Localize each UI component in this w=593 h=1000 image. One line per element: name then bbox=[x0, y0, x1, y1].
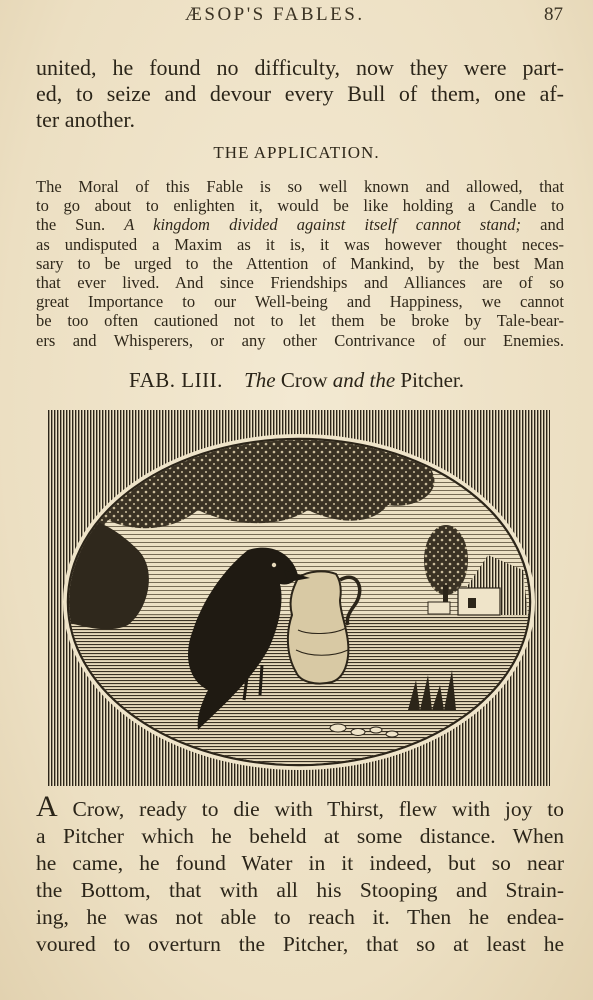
text-line: great Importance to our Well-being and Happiness, we cannot bbox=[36, 292, 564, 312]
tree-right bbox=[424, 525, 468, 595]
crow-eye bbox=[272, 563, 276, 567]
text-line: ing, he was not able to reach it. Then he endea- bbox=[36, 905, 564, 929]
text-line: a Pitcher which he beheld at some distance. When bbox=[36, 824, 564, 848]
text-line bbox=[36, 790, 564, 823]
text-line: that ever lived. And since Friendships and Alliances are of so bbox=[36, 273, 564, 293]
continuation-paragraph bbox=[36, 55, 564, 133]
crow-and-pitcher-woodcut bbox=[48, 410, 550, 786]
drop-cap: A bbox=[36, 790, 58, 823]
application-paragraph bbox=[36, 177, 564, 350]
text-line: ers and Whisperers, or any other Contrivance of our Enemies. bbox=[36, 330, 564, 350]
application-heading: THE APPLICATION. bbox=[213, 143, 380, 162]
title-word: Pitcher. bbox=[400, 368, 464, 392]
pitcher bbox=[288, 571, 348, 683]
text-line: sary to be urged to the Attention of Mankind, by the best Man bbox=[36, 253, 564, 273]
text-line: voured to overturn the Pitcher, that so at least he bbox=[36, 932, 564, 956]
page-number: 87 bbox=[544, 4, 563, 25]
text-line: he came, he found Water in it indeed, but so near bbox=[36, 851, 564, 875]
text-line bbox=[36, 215, 564, 234]
text-line: ter another. bbox=[36, 107, 135, 132]
text-line: to go about to enlighten it, would be like holding a Candle to bbox=[36, 196, 564, 216]
fable-number: FAB. LIII. bbox=[128, 368, 223, 392]
page-header bbox=[0, 2, 593, 28]
italic-maxim: A kingdom divided against itself cannot stand; bbox=[124, 215, 522, 235]
fable-title bbox=[0, 368, 593, 393]
text-line: as undisputed a Maxim as it is, it was however thought neces- bbox=[36, 234, 564, 254]
text-fragment: the Sun. bbox=[36, 215, 125, 235]
text-line: united, he found no difficulty, now they were part- bbox=[36, 55, 564, 80]
title-word: The bbox=[244, 368, 276, 392]
running-head: ÆSOP'S FABLES. bbox=[185, 4, 365, 25]
text-line: ed, to seize and devour every Bull of them, one af- bbox=[36, 81, 564, 106]
title-word: and the bbox=[332, 368, 396, 392]
fable-paragraph bbox=[36, 790, 564, 958]
text-line: be too often cautioned not to let them be broke by Tale-bear- bbox=[36, 311, 564, 331]
text-line: the Bottom, that with all his Stooping and Strain- bbox=[36, 878, 564, 902]
title-word: Crow bbox=[280, 368, 328, 392]
text-fragment: and bbox=[521, 215, 565, 235]
text-fragment: Crow, ready to die with Thirst, flew with joy to bbox=[57, 797, 564, 821]
text-line: The Moral of this Fable is so well known and allowed, that bbox=[36, 177, 564, 196]
